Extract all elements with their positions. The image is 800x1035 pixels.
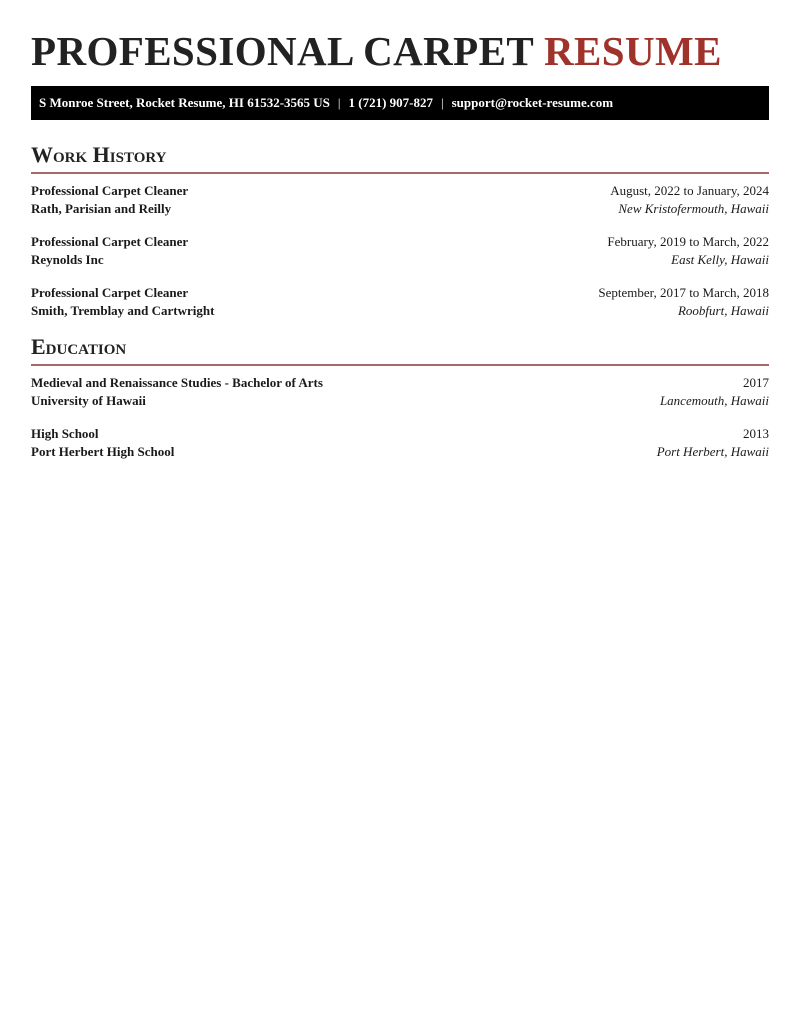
work-history-heading: Work History [31, 142, 769, 174]
contact-bar [31, 86, 769, 120]
education-entry [31, 425, 769, 461]
work-entry [31, 182, 769, 218]
resume-title [31, 0, 769, 73]
job-location: East Kelly, Hawaii [671, 252, 769, 267]
work-entry [31, 233, 769, 269]
contact-email[interactable]: support@rocket-resume.com [451, 95, 614, 110]
job-location: Roobfurt, Hawaii [677, 303, 769, 318]
education-heading: Education [31, 334, 769, 366]
degree-name: High School [31, 426, 99, 441]
work-entry [31, 284, 769, 320]
graduation-year: 2013 [743, 426, 769, 441]
title-accent: RESUME [544, 28, 722, 74]
title-main: PROFESSIONAL CARPET [31, 28, 534, 74]
job-dates: September, 2017 to March, 2018 [598, 285, 769, 300]
employer-name: Smith, Tremblay and Cartwright [31, 303, 215, 318]
employer-name: Rath, Parisian and Reilly [31, 201, 172, 216]
job-location: New Kristofermouth, Hawaii [618, 201, 769, 216]
job-title: Professional Carpet Cleaner [31, 285, 189, 300]
work-history-list [31, 174, 769, 320]
education-entry [31, 374, 769, 410]
school-location: Lancemouth, Hawaii [659, 393, 769, 408]
employer-name: Reynolds Inc [31, 252, 104, 267]
education-list [31, 366, 769, 461]
graduation-year: 2017 [743, 375, 769, 390]
job-dates: August, 2022 to January, 2024 [610, 183, 769, 198]
contact-separator: | [441, 95, 444, 110]
degree-name: Medieval and Renaissance Studies - Bachelor of Arts [31, 375, 323, 390]
contact-address: S Monroe Street, Rocket Resume, HI 61532-3565 US [39, 95, 330, 110]
school-location: Port Herbert, Hawaii [656, 444, 769, 459]
contact-separator: | [337, 95, 341, 110]
school-name: University of Hawaii [31, 393, 146, 408]
school-name: Port Herbert High School [31, 444, 175, 459]
job-dates: February, 2019 to March, 2022 [607, 234, 769, 249]
job-title: Professional Carpet Cleaner [31, 234, 189, 249]
contact-phone[interactable]: 1 (721) 907-827 [348, 95, 434, 110]
job-title: Professional Carpet Cleaner [31, 183, 189, 198]
